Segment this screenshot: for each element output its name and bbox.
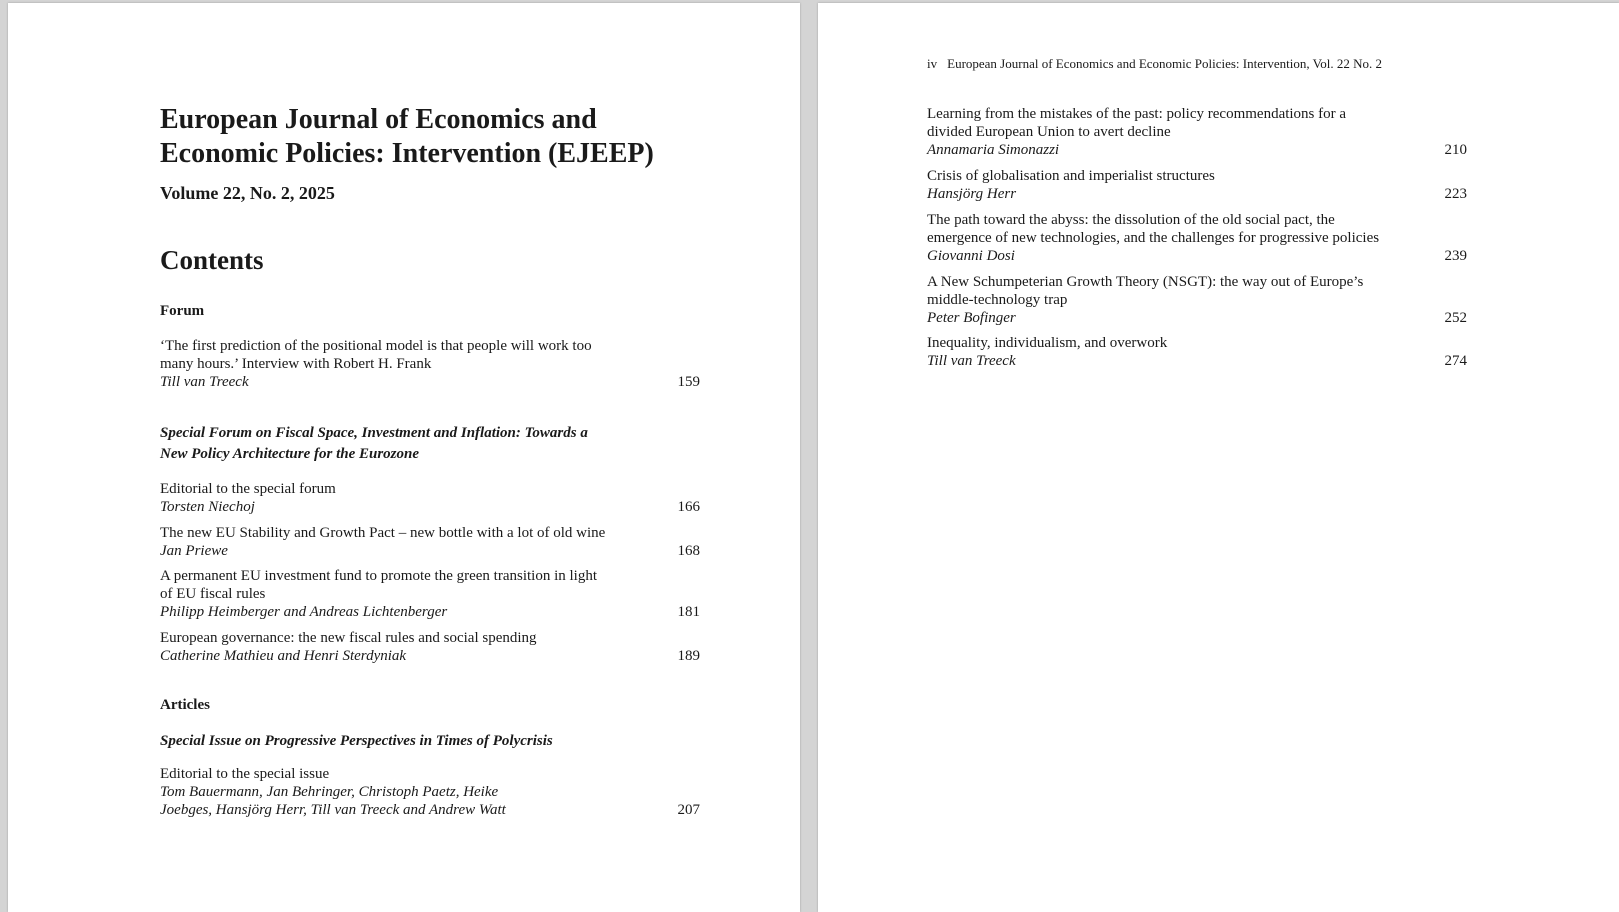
toc-entry[interactable] <box>927 273 1467 327</box>
toc-entry-title: ‘The first prediction of the positional model is that people will work too many hours.’ Interview with Robert H. Frank <box>160 338 592 372</box>
running-header-text: European Journal of Economics and Economic Policies: Intervention, Vol. 22 No. 2 <box>947 56 1383 71</box>
special-forum-heading: Special Forum on Fiscal Space, Investment and Inflation: Towards a New Policy Architecture for the Eurozone <box>160 425 588 462</box>
toc-entry-title: The path toward the abyss: the dissolution of the old social pact, the emergence of new technologies, and the challenges for progressive policies <box>927 212 1380 246</box>
toc-entry-title: Editorial to the special forum <box>160 481 336 497</box>
toc-entry-title: The new EU Stability and Growth Pact – new bottle with a lot of old wine <box>160 525 606 541</box>
toc-entry[interactable] <box>927 105 1467 159</box>
toc-entry[interactable] <box>160 337 700 391</box>
forum-heading: Forum <box>160 303 205 319</box>
toc-entry-author: Tom Bauermann, Jan Behringer, Christoph Paetz, Heike Joebges, Hansjörg Herr, Till van Treeck and Andrew Watt <box>160 784 506 818</box>
contents-heading: Contents <box>160 245 264 275</box>
toc-entry[interactable] <box>927 211 1467 265</box>
toc-entry[interactable] <box>927 334 1467 370</box>
toc-entry-title: Inequality, individualism, and overwork <box>927 335 1168 351</box>
toc-entry-page: 274 <box>1444 353 1467 369</box>
toc-entry-title: A New Schumpeterian Growth Theory (NSGT): the way out of Europe’s middle-technology trap <box>927 274 1364 308</box>
toc-entry[interactable] <box>160 567 700 621</box>
toc-entry-page: 223 <box>1444 186 1467 202</box>
toc-entry[interactable] <box>160 629 700 665</box>
toc-entry-author: Philipp Heimberger and Andreas Lichtenberger <box>160 604 448 620</box>
toc-entry[interactable] <box>160 765 700 819</box>
toc-entry-author: Jan Priewe <box>160 543 228 559</box>
toc-entry-page: 207 <box>677 802 700 818</box>
special-issue-heading: Special Issue on Progressive Perspectives in Times of Polycrisis <box>160 733 553 749</box>
toc-entry-author: Till van Treeck <box>927 353 1016 369</box>
volume-info: Volume 22, No. 2, 2025 <box>160 183 335 203</box>
toc-entry-author: Till van Treeck <box>160 374 249 390</box>
toc-entry-title: Editorial to the special issue <box>160 766 330 782</box>
running-header <box>927 56 1382 72</box>
toc-entry-author: Torsten Niechoj <box>160 499 255 515</box>
toc-entry-page: 181 <box>677 604 700 620</box>
page-left <box>8 3 800 912</box>
toc-entry-author: Giovanni Dosi <box>927 248 1015 264</box>
toc-entry-author: Hansjörg Herr <box>927 186 1017 202</box>
journal-title: European Journal of Economics and Economic Policies: Intervention (EJEEP) <box>160 104 654 169</box>
toc-entry-author: Catherine Mathieu and Henri Sterdyniak <box>160 648 407 664</box>
toc-entry[interactable] <box>160 524 700 560</box>
toc-entry-page: 166 <box>677 499 700 515</box>
toc-entry-title: European governance: the new fiscal rules and social spending <box>160 630 537 646</box>
toc-entry-title: A permanent EU investment fund to promote the green transition in light of EU fiscal rules <box>160 568 597 602</box>
toc-entry-page: 159 <box>677 374 700 390</box>
articles-heading: Articles <box>160 697 210 713</box>
toc-entry-page: 168 <box>677 543 700 559</box>
toc-entry[interactable] <box>160 480 700 516</box>
page-folio: iv <box>927 56 938 71</box>
toc-entry-author: Peter Bofinger <box>927 310 1016 326</box>
toc-entry-page: 252 <box>1444 310 1467 326</box>
toc-entry-author: Annamaria Simonazzi <box>927 142 1060 158</box>
toc-entry[interactable] <box>927 167 1467 203</box>
toc-entry-page: 210 <box>1444 142 1467 158</box>
toc-entry-title: Crisis of globalisation and imperialist structures <box>927 168 1215 184</box>
page-right <box>818 3 1619 912</box>
toc-entry-page: 189 <box>677 648 700 664</box>
toc-entry-title: Learning from the mistakes of the past: policy recommendations for a divided European Union to avert decline <box>927 106 1347 140</box>
toc-entry-page: 239 <box>1444 248 1467 264</box>
